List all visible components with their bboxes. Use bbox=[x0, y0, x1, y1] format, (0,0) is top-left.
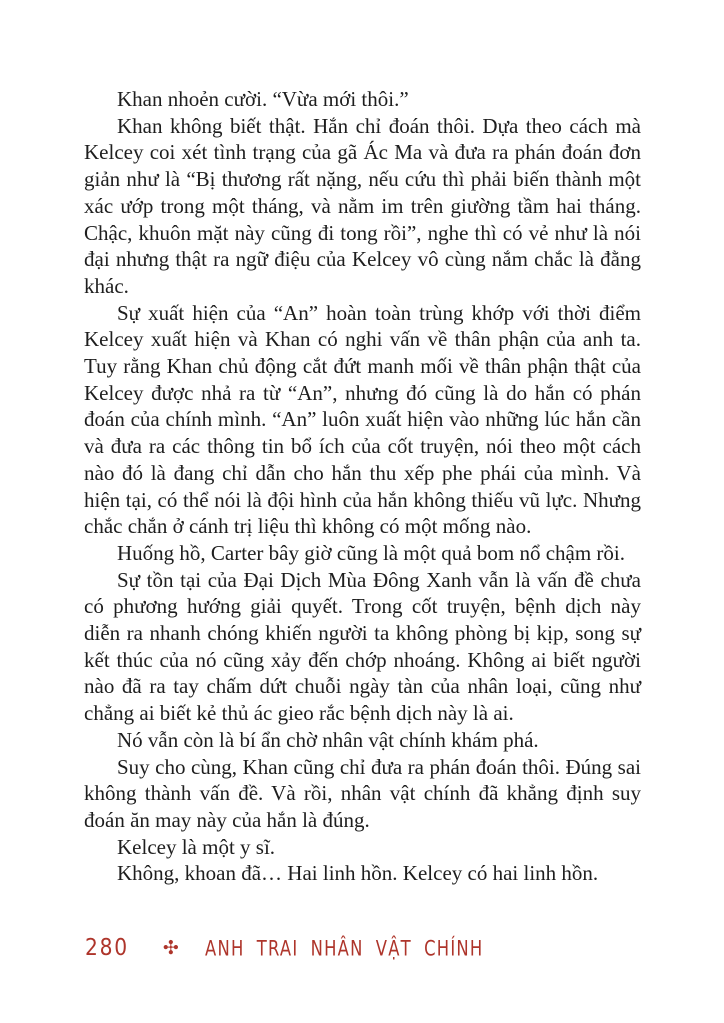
running-title: ANH TRAI NHÂN VẬT CHÍNH bbox=[204, 935, 484, 961]
paragraph: Nó vẫn còn là bí ẩn chờ nhân vật chính khám phá. bbox=[117, 727, 539, 752]
paragraph: Kelcey là một y sĩ. bbox=[117, 834, 276, 859]
paragraph: Suy cho cùng, Khan cũng chỉ đưa ra phán đoán thôi. Đúng sai không thành vấn đề. Và rồi, nhân vật chính đã khẳng định suy đoán ăn may này của hắn là đúng. bbox=[84, 754, 641, 832]
paragraph: Khan không biết thật. Hắn chỉ đoán thôi. Dựa theo cách mà Kelcey coi xét tình trạng của gã Ác Ma và đưa ra phán đoán đơn giản như là “Bị thương rất nặng, nếu cứu thì phải biến thành một xác ướp trong một tháng, và nằm im trên giường tầm hai tháng. Chậc, khuôn mặt này cũng đi tong rồi”, nghe thì có vẻ như là nói đại nhưng thật ra ngữ điệu của Kelcey vô cùng nắm chắc là đằng khác. bbox=[84, 113, 641, 298]
paragraph: Sự xuất hiện của “An” hoàn toàn trùng khớp với thời điểm Kelcey xuất hiện và Khan có nghi vấn về thân phận của anh ta. Tuy rằng Khan chủ động cắt đứt manh mối về thân phận thật của Kelcey được nhả ra từ “An”, nhưng đó cũng là do hắn có phán đoán của chính mình. “An” luôn xuất hiện vào những lúc hắn cần và đưa ra các thông tin bổ ích của cốt truyện, nói theo một cách nào đó là đang chỉ dẫn cho hắn thu xếp phe phái của mình. Và hiện tại, có thể nói là đội hình của hắn không thiếu vũ lực. Nhưng chắc chắn ở cánh trị liệu thì không có một mống nào. bbox=[84, 300, 641, 539]
page-footer bbox=[85, 932, 645, 964]
paragraph: Huống hồ, Carter bây giờ cũng là một quả bom nổ chậm rồi. bbox=[117, 540, 625, 565]
cross-ornament-icon: ✣ bbox=[162, 936, 179, 959]
paragraph: Khan nhoẻn cười. “Vừa mới thôi.” bbox=[117, 87, 409, 111]
paragraph: Không, khoan đã… Hai linh hồn. Kelcey có hai linh hồn. bbox=[117, 861, 599, 886]
page-body bbox=[84, 86, 641, 887]
page-number: 280 bbox=[85, 935, 129, 961]
paragraph: Sự tồn tại của Đại Dịch Mùa Đông Xanh vẫn là vấn đề chưa có phương hướng giải quyết. Trong cốt truyện, bệnh dịch này diễn ra nhanh chóng khiến người ta không phòng bị kịp, song sự kết thúc của nó cũng xảy đến chớp nhoáng. Không ai biết người nào đã ra tay chấm dứt chuỗi ngày tàn của nhân loại, cũng như chẳng ai biết kẻ thủ ác gieo rắc bệnh dịch này là ai. bbox=[84, 567, 641, 726]
